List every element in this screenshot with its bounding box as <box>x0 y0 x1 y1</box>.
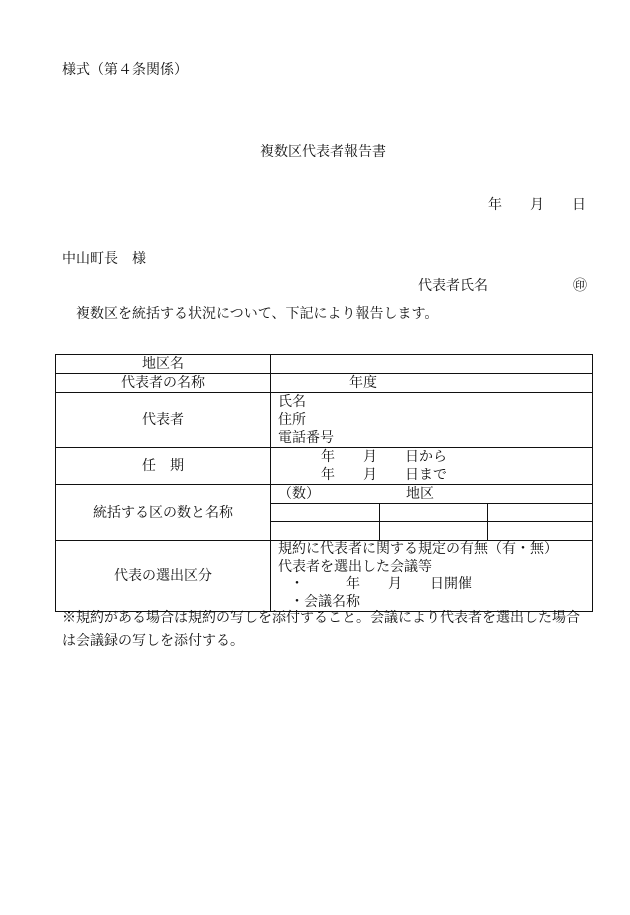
representative-name-label: 代表者氏名 <box>418 278 488 294</box>
district-name-cell <box>487 522 592 540</box>
districts-label: 統括する区の数と名称 <box>56 485 271 541</box>
rep-phone-field: 電話番号 <box>278 430 334 446</box>
district-name-cell <box>379 504 487 521</box>
meeting-text: 代表者を選出した会議等 <box>278 558 432 575</box>
districts-count-row <box>271 485 592 503</box>
row-representative <box>56 393 593 448</box>
district-name-label: 地区名 <box>56 355 271 374</box>
districts-value <box>271 485 593 541</box>
row-district-name <box>56 355 593 374</box>
selection-label: 代表の選出区分 <box>56 541 271 612</box>
rep-name-field: 氏名 <box>278 394 306 410</box>
report-table <box>55 354 593 612</box>
district-name-value <box>271 355 593 374</box>
term-from: 年 月 日から <box>321 449 447 465</box>
districts-count-label: （数） <box>278 486 320 502</box>
meeting-name-text: ・会議名称 <box>290 593 360 610</box>
addressee: 中山町長 様 <box>62 251 146 267</box>
row-term <box>56 448 593 485</box>
rules-text: 規約に代表者に関する規定の有無（有・無） <box>278 541 558 557</box>
document-title: 複数区代表者報告書 <box>260 144 386 160</box>
date-line: 年 月 日 <box>488 197 586 213</box>
district-name-cell <box>379 522 487 540</box>
fiscal-year-text: 年度 <box>349 375 377 391</box>
footnote-line-2: は会議録の写しを添付する。 <box>62 633 244 649</box>
seal-mark-icon: ㊞ <box>573 278 587 294</box>
rep-title-value <box>271 374 593 393</box>
row-rep-title <box>56 374 593 393</box>
districts-name-row <box>271 503 592 521</box>
selection-value <box>271 541 593 612</box>
row-selection <box>56 541 593 612</box>
representative-value <box>271 393 593 448</box>
districts-name-row <box>271 521 592 540</box>
row-districts <box>56 485 593 541</box>
footnote-line-1: ※規約がある場合は規約の写しを添付すること。会議により代表者を選出した場合 <box>62 610 580 626</box>
district-name-cell <box>271 504 379 521</box>
district-name-cell <box>271 522 379 540</box>
meeting-date-text: ・ 年 月 日開催 <box>290 576 472 592</box>
term-value <box>271 448 593 485</box>
intro-text: 複数区を統括する状況について、下記により報告します。 <box>76 306 439 322</box>
districts-unit-label: 地区 <box>406 486 434 502</box>
term-to: 年 月 日まで <box>321 467 447 483</box>
representative-label: 代表者 <box>56 393 271 448</box>
term-label: 任 期 <box>56 448 271 485</box>
district-name-cell <box>487 504 592 521</box>
rep-title-label: 代表者の名称 <box>56 374 271 393</box>
rep-address-field: 住所 <box>278 412 306 428</box>
form-number-label: 様式（第４条関係） <box>62 62 188 78</box>
